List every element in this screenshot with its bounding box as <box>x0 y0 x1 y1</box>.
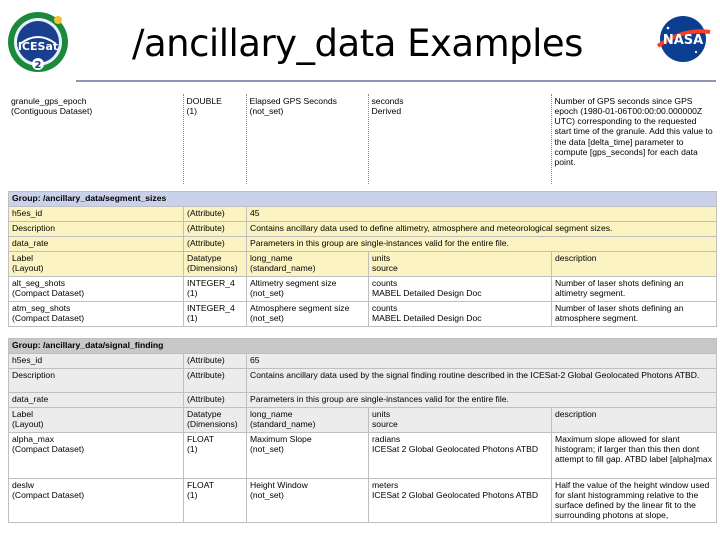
source: Derived <box>371 106 402 117</box>
header-label <box>9 252 184 277</box>
granule-epoch-table <box>8 94 716 184</box>
standard-name: (not_set) <box>250 444 284 455</box>
header-datatype <box>184 408 247 433</box>
attribute-row <box>9 237 717 252</box>
header-subtext: source <box>372 263 398 274</box>
header-subtext: (standard_name) <box>250 419 316 430</box>
units-cell <box>369 479 552 523</box>
source: ICESat 2 Global Geolocated Photons ATBD <box>372 444 539 455</box>
header-datatype <box>184 252 247 277</box>
table-row <box>9 433 717 479</box>
attribute-value: 65 <box>247 354 717 369</box>
source: MABEL Detailed Design Doc <box>372 288 482 299</box>
standard-name: (not_set) <box>249 106 284 117</box>
attribute-row <box>9 222 717 237</box>
header-text: units <box>372 409 391 419</box>
dataset-layout: (Compact Dataset) <box>12 490 85 501</box>
column-header-row <box>9 408 717 433</box>
attribute-row <box>9 393 717 408</box>
table-row <box>9 277 717 302</box>
units: counts <box>372 278 398 288</box>
standard-name: (not_set) <box>250 490 284 501</box>
attribute-name: h5es_id <box>9 354 184 369</box>
dimensions: (1) <box>186 106 198 117</box>
attribute-value: Contains ancillary data used by the signal finding routine described in the ICESat-2 Global Geolocated Photons ATBD. <box>247 369 717 393</box>
datatype: FLOAT <box>187 434 215 444</box>
header-subtext: (Dimensions) <box>187 263 238 274</box>
attribute-type: (Attribute) <box>184 207 247 222</box>
dataset-layout: (Compact Dataset) <box>12 288 85 299</box>
long-name-cell <box>247 433 369 479</box>
description-cell: Number of laser shots defining an altimetry segment. <box>552 277 717 302</box>
units: counts <box>372 303 398 313</box>
name-cell <box>9 479 184 523</box>
datatype-cell <box>184 479 247 523</box>
header-text: long_name <box>250 253 293 263</box>
table-row <box>9 302 717 327</box>
header-subtext: (Layout) <box>12 419 44 430</box>
svg-text:NASA: NASA <box>662 33 704 48</box>
dimensions: (1) <box>187 490 198 501</box>
svg-text:2: 2 <box>34 60 42 71</box>
attribute-value: Contains ancillary data used to define altimetry, atmosphere and meteorological segment sizes. <box>247 222 717 237</box>
header-label <box>9 408 184 433</box>
dataset-layout: (Compact Dataset) <box>12 444 85 455</box>
header-text: long_name <box>250 409 293 419</box>
header-text: Label <box>12 253 34 263</box>
long-name-cell <box>247 302 369 327</box>
long-name: Altimetry segment size <box>250 278 337 288</box>
attribute-name: Description <box>9 222 184 237</box>
header-text: units <box>372 253 391 263</box>
description-cell: Half the value of the height window used for slant histogramming relative to the surface defined by the linear fit to the surrounding photons at slope, <box>552 479 717 523</box>
datatype: INTEGER_4 <box>187 278 235 288</box>
icesat2-logo <box>6 6 70 78</box>
attribute-name: Description <box>9 369 184 393</box>
column-header-row <box>9 252 717 277</box>
units: seconds <box>371 96 404 106</box>
attribute-row <box>9 369 717 393</box>
group-header-row <box>9 192 717 207</box>
long-name-cell <box>247 277 369 302</box>
attribute-value: Parameters in this group are single-instances valid for the entire file. <box>247 237 717 252</box>
group-label: Group: /ancillary_data/signal_finding <box>9 339 717 354</box>
datatype: FLOAT <box>187 480 215 490</box>
name-cell <box>9 302 184 327</box>
long-name: Elapsed GPS Seconds <box>249 96 337 106</box>
header-long-name <box>247 252 369 277</box>
attribute-type: (Attribute) <box>184 237 247 252</box>
units-cell <box>369 433 552 479</box>
svg-text:ICESat: ICESat <box>17 40 59 53</box>
name-cell <box>9 277 184 302</box>
nasa-logo <box>654 14 712 64</box>
units-cell <box>369 277 552 302</box>
header-description: description <box>552 408 717 433</box>
page-title: /ancillary_data Examples <box>132 22 583 65</box>
dataset-name: deslw <box>12 480 34 490</box>
dataset-name: granule_gps_epoch <box>11 96 87 106</box>
dataset-layout: (Compact Dataset) <box>12 313 85 324</box>
header-subtext: (standard_name) <box>250 263 316 274</box>
attribute-value: Parameters in this group are single-instances valid for the entire file. <box>247 393 717 408</box>
units: meters <box>372 480 399 490</box>
units-cell <box>368 94 551 184</box>
attribute-row <box>9 354 717 369</box>
segment-sizes-table <box>8 191 717 327</box>
header-subtext: (Dimensions) <box>187 419 238 430</box>
units-cell <box>369 302 552 327</box>
table-row <box>8 94 716 184</box>
group-label: Group: /ancillary_data/segment_sizes <box>9 192 717 207</box>
datatype: INTEGER_4 <box>187 303 235 313</box>
header-text: Datatype <box>187 253 222 263</box>
header-units <box>369 252 552 277</box>
datatype-cell <box>183 94 246 184</box>
long-name: Height Window <box>250 480 308 490</box>
attribute-type: (Attribute) <box>184 393 247 408</box>
dataset-name: alpha_max <box>12 434 55 444</box>
name-cell <box>9 433 184 479</box>
title-divider <box>76 80 716 82</box>
dataset-name: alt_seg_shots <box>12 278 66 288</box>
attribute-type: (Attribute) <box>184 222 247 237</box>
group-header-row <box>9 339 717 354</box>
table-row <box>9 479 717 523</box>
description-cell: Number of GPS seconds since GPS epoch (1980-01-06T00:00:00.000000Z UTC) corresponding to the requested start time of the granule. Add this value to the data [delta_time] parameter to compute [gps_seconds] for each data point. <box>551 94 716 184</box>
datatype: DOUBLE <box>186 96 222 106</box>
long-name-cell <box>246 94 368 184</box>
attribute-name: h5es_id <box>9 207 184 222</box>
header-text: Datatype <box>187 409 222 419</box>
source: MABEL Detailed Design Doc <box>372 313 482 324</box>
header-units <box>369 408 552 433</box>
long-name: Atmosphere segment size <box>250 303 350 313</box>
description-cell: Maximum slope allowed for slant histogram; if larger than this then dont attempt to fill gap. ATBD label [alpha]max <box>552 433 717 479</box>
dimensions: (1) <box>187 288 198 299</box>
dataset-layout: (Contiguous Dataset) <box>11 106 93 117</box>
attribute-type: (Attribute) <box>184 354 247 369</box>
attribute-row <box>9 207 717 222</box>
source: ICESat 2 Global Geolocated Photons ATBD <box>372 490 539 501</box>
datatype-cell <box>184 302 247 327</box>
dataset-name: atm_seg_shots <box>12 303 71 313</box>
long-name-cell <box>247 479 369 523</box>
attribute-name: data_rate <box>9 237 184 252</box>
header-text: Label <box>12 409 34 419</box>
attribute-name: data_rate <box>9 393 184 408</box>
standard-name: (not_set) <box>250 288 284 299</box>
datatype-cell <box>184 433 247 479</box>
dimensions: (1) <box>187 444 198 455</box>
header-long-name <box>247 408 369 433</box>
long-name: Maximum Slope <box>250 434 312 444</box>
description-cell: Number of laser shots defining an atmosphere segment. <box>552 302 717 327</box>
name-cell <box>8 94 183 184</box>
datatype-cell <box>184 277 247 302</box>
attribute-value: 45 <box>247 207 717 222</box>
header-description: description <box>552 252 717 277</box>
units: radians <box>372 434 401 444</box>
header-subtext: source <box>372 419 398 430</box>
signal-finding-table <box>8 338 717 523</box>
dimensions: (1) <box>187 313 198 324</box>
header-subtext: (Layout) <box>12 263 44 274</box>
standard-name: (not_set) <box>250 313 284 324</box>
attribute-type: (Attribute) <box>184 369 247 393</box>
